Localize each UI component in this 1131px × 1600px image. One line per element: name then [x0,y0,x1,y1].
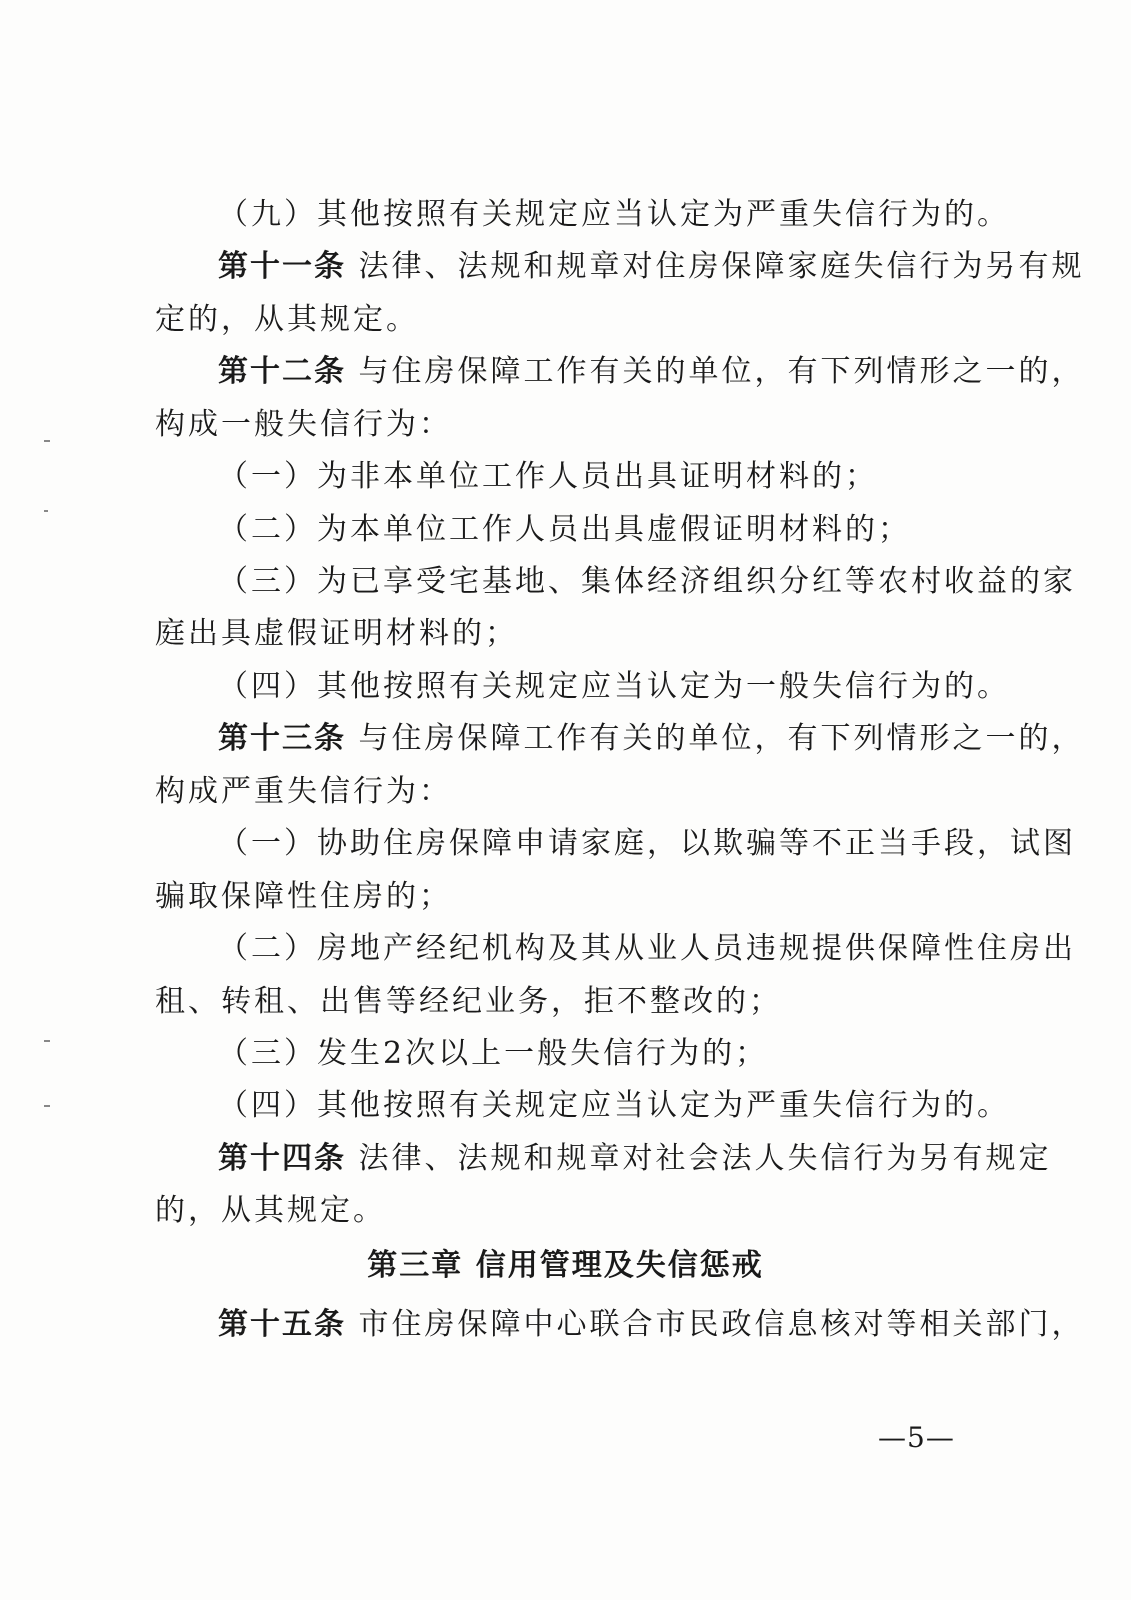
article-13-continued: 构成严重失信行为： [155,774,452,809]
article-11 [218,247,1085,287]
list-item: （四）其他按照有关规定应当认定为严重失信行为的。 [218,1088,1010,1123]
list-item: （二）房地产经纪机构及其从业人员违规提供保障性住房出 [218,931,1076,966]
list-item: （二）为本单位工作人员出具虚假证明材料的； [218,512,911,547]
list-item: （四）其他按照有关规定应当认定为一般失信行为的。 [218,669,1010,704]
list-item: （三）发生2次以上一般失信行为的； [218,1036,769,1071]
list-item-continued: 骗取保障性住房的； [155,879,452,914]
article-text: 市住房保障中心联合市民政信息核对等相关部门， [358,1307,1085,1342]
list-item: （三）为已享受宅基地、集体经济组织分红等农村收益的家 [218,564,1076,599]
scan-mark [44,440,50,442]
list-item-continued: 庭出具虚假证明材料的； [155,616,518,651]
article-13 [218,719,1085,759]
list-item-continued: 租、转租、出售等经纪业务，拒不整改的； [155,984,782,1019]
article-text: 法律、法规和规章对住房保障家庭失信行为另有规 [358,249,1085,284]
scan-mark [44,1105,50,1107]
article-14 [218,1139,1052,1179]
scan-mark [44,1040,50,1042]
scan-mark [44,510,48,512]
chapter-title: 第三章 信用管理及失信惩戒 [367,1248,764,1283]
article-text: 与住房保障工作有关的单位，有下列情形之一的， [358,354,1085,389]
article-15 [218,1305,1085,1345]
article-heading: 第十一条 [218,249,346,284]
article-12-continued: 构成一般失信行为： [155,407,452,442]
article-14-continued: 的，从其规定。 [155,1193,386,1228]
list-item: （一）为非本单位工作人员出具证明材料的； [218,459,878,494]
article-text: 法律、法规和规章对社会法人失信行为另有规定 [358,1141,1052,1176]
list-item: （一）协助住房保障申请家庭，以欺骗等不正当手段，试图 [218,826,1076,861]
article-heading: 第十五条 [218,1307,346,1342]
article-text: 与住房保障工作有关的单位，有下列情形之一的， [358,721,1085,756]
article-11-continued: 定的，从其规定。 [155,302,419,337]
article-heading: 第十二条 [218,354,346,389]
article-heading: 第十三条 [218,721,346,756]
page-number: —5— [878,1421,955,1454]
article-12 [218,352,1085,392]
article-heading: 第十四条 [218,1141,346,1176]
list-item: （九）其他按照有关规定应当认定为严重失信行为的。 [218,197,1010,232]
